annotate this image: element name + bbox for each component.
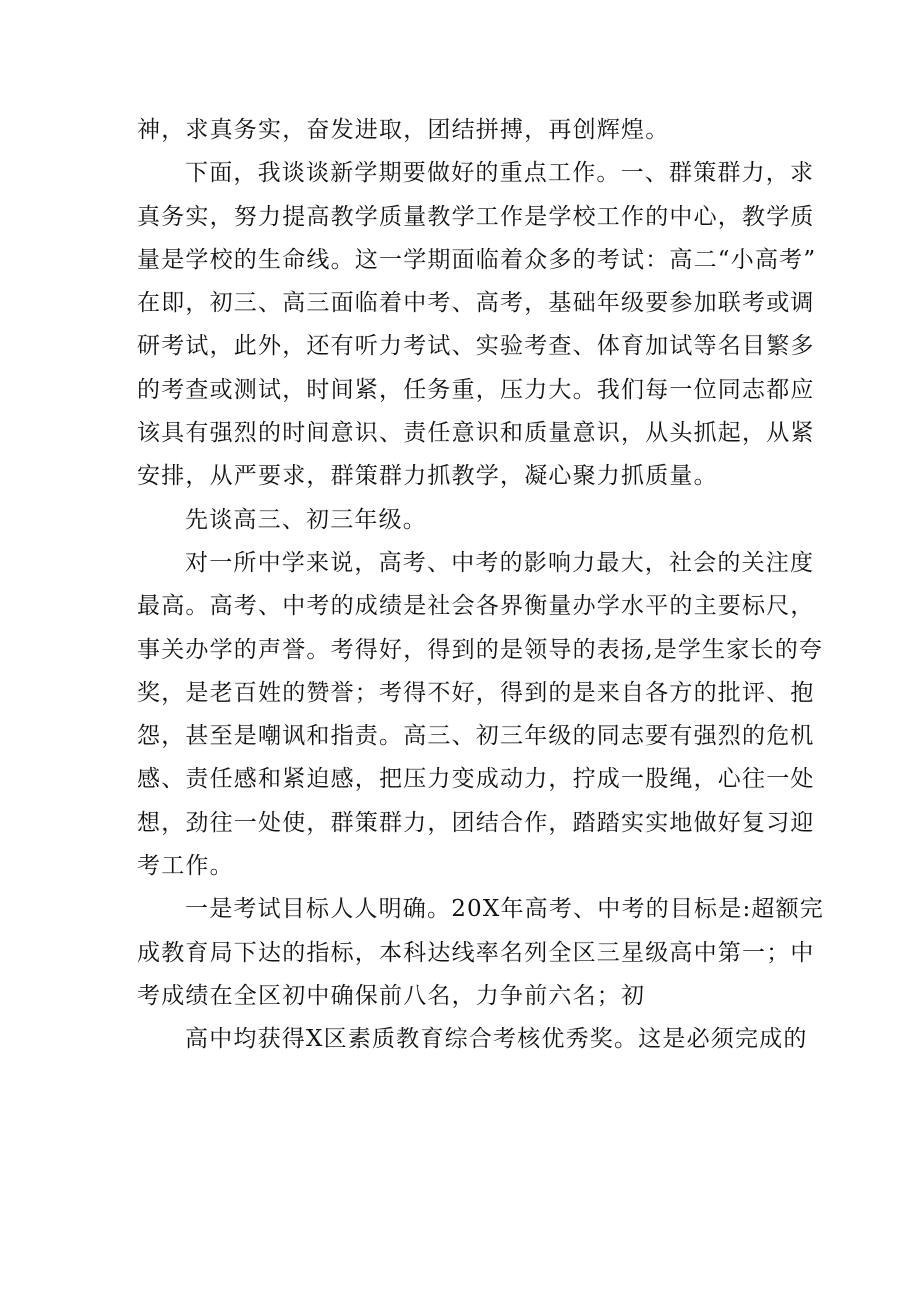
text-line: 量是学校的生命线。这一学期面临着众多的考试：高二“小高考” (137, 246, 817, 273)
text-line: 奖，是老百姓的赞誉；考得不好，得到的是来自各方的批评、抱 (137, 679, 815, 706)
text-line: 一是考试目标人人明确。20X年高考、中考的目标是:超额完 (185, 896, 824, 923)
text-line: 考工作。 (137, 853, 234, 880)
paragraph-3 (137, 499, 791, 542)
text-line: 怨，甚至是嘲讽和指责。高三、初三年级的同志要有强烈的危机 (137, 723, 815, 750)
text-line: 真务实，努力提高教学质量教学工作是学校工作的中心，教学质 (137, 203, 815, 230)
text-line: 想，劲往一处使，群策群力，团结合作，踏踏实实地做好复习迎 (137, 809, 815, 836)
text-line: 研考试，此外，还有听力考试、实验考查、体育加试等名目繁多 (137, 333, 815, 360)
paragraph-5 (137, 888, 824, 1018)
text-line: 考成绩在全区初中确保前八名，力争前六名；初 (137, 982, 646, 1009)
document-body (137, 109, 824, 1062)
text-line: 感、责任感和紧迫感，把压力变成动力，拧成一股绳，心往一处 (137, 766, 815, 793)
text-line: 安排，从严要求，群策群力抓教学，凝心聚力抓质量。 (137, 463, 718, 490)
text-line: 该具有强烈的时间意识、责任意识和质量意识，从头抓起，从紧 (137, 420, 815, 447)
text-line: 神，求真务实，奋发进取，团结拼搏，再创辉煌。 (137, 117, 670, 143)
text-line: 高中均获得X区素质教育综合考核优秀奖。这是必须完成的 (185, 1026, 808, 1053)
text-line: 最高。高考、中考的成绩是社会各界衡量办学水平的主要标尺， (137, 593, 815, 620)
text-line: 事关办学的声誉。考得好，得到的是领导的表扬,是学生家长的夸 (137, 636, 824, 663)
paragraph-1 (137, 109, 791, 152)
text-line: 对一所中学来说，高考、中考的影响力最大，社会的关注度 (185, 549, 815, 576)
text-line: 成教育局下达的指标，本科达线率名列全区三星级高中第一；中 (137, 939, 815, 966)
text-line: 先谈高三、初三年级。 (185, 506, 427, 533)
paragraph-4 (137, 542, 824, 888)
text-line: 的考查或测试，时间紧，任务重，压力大。我们每一位同志都应 (137, 376, 815, 403)
paragraph-2 (137, 152, 817, 498)
text-line: 在即，初三、高三面临着中考、高考，基础年级要参加联考或调 (137, 290, 815, 317)
paragraph-6 (137, 1018, 808, 1061)
text-line: 下面，我谈谈新学期要做好的重点工作。一、群策群力，求 (185, 160, 815, 187)
